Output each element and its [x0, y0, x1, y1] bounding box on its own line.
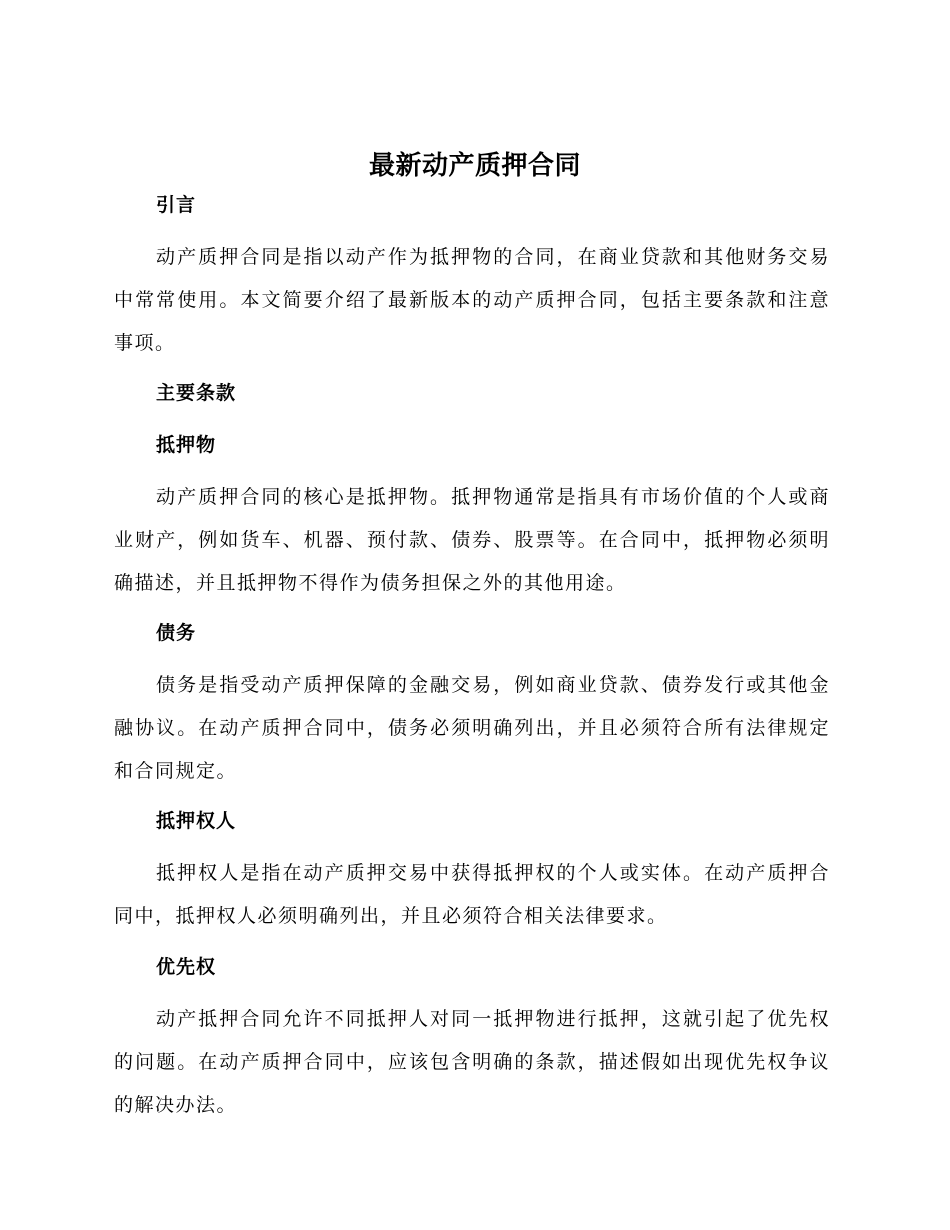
- section-body-introduction: 动产质押合同是指以动产作为抵押物的合同，在商业贷款和其他财务交易中常常使用。本文简要介绍了最新版本的动产质押合同，包括主要条款和注意事项。: [114, 246, 830, 354]
- section-heading-collateral: 抵押物: [156, 434, 217, 456]
- section-heading-priority: 优先权: [156, 956, 217, 978]
- section-heading-introduction: 引言: [156, 194, 197, 216]
- section-body-debt: 债务是指受动产质押保障的金融交易，例如商业贷款、债券发行或其他金融协议。在动产质押合同中，债务必须明确列出，并且必须符合所有法律规定和合同规定。: [114, 674, 830, 782]
- section-heading-debt: 债务: [156, 622, 197, 644]
- section-body-mortgagee: 抵押权人是指在动产质押交易中获得抵押权的个人或实体。在动产质押合同中，抵押权人必须明确列出，并且必须符合相关法律要求。: [114, 862, 830, 927]
- section-body-collateral: 动产质押合同的核心是抵押物。抵押物通常是指具有市场价值的个人或商业财产，例如货车、机器、预付款、债券、股票等。在合同中，抵押物必须明确描述，并且抵押物不得作为债务担保之外的其他用途。: [114, 486, 830, 594]
- document-title: 最新动产质押合同: [368, 151, 581, 181]
- section-heading-mortgagee: 抵押权人: [156, 810, 237, 832]
- section-body-priority: 动产抵押合同允许不同抵押人对同一抵押物进行抵押，这就引起了优先权的问题。在动产质押合同中，应该包含明确的条款，描述假如出现优先权争议的解决办法。: [114, 1008, 830, 1116]
- section-heading-main-terms: 主要条款: [156, 382, 237, 404]
